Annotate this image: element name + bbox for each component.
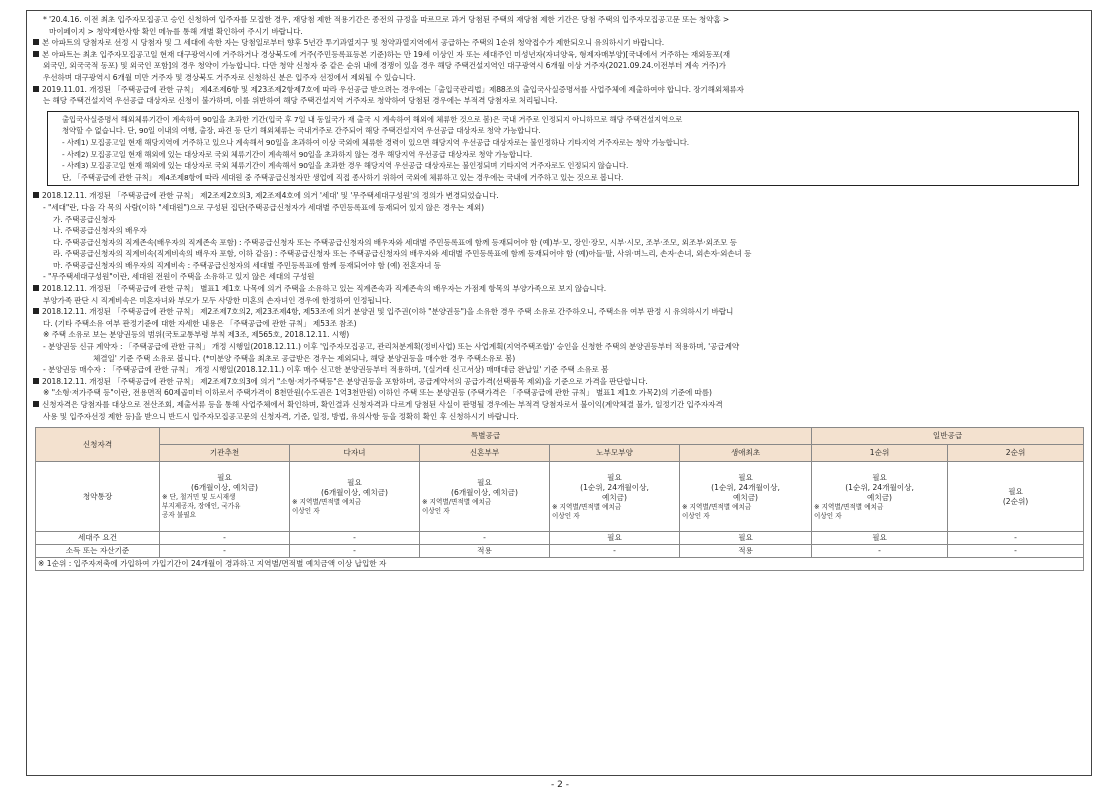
notice-line: - 분양권등 매수자 : 「주택공급에 관한 규칙」 개정 시행일(2018.12.11.) 이후 매수 신고한 분양권등부터 적용하며, '(실거래 신고서상) 매매대금 완납일' 기준 주택 소유로 봄 bbox=[43, 365, 609, 375]
table-cell: 필요 bbox=[812, 532, 948, 545]
notice-line: - 분양권등 신규 계약자 : 「주택공급에 관한 규칙」 개정 시행일(2018.12.11.) 이후 '입주자모집공고, 관리처분계획(정비사업) 또는 사업계획(지역주택조합)' 승인을 신청한 주택의 분양권등부터 적용하며, '공급계약 bbox=[43, 342, 740, 352]
table-cell: 필요 (2순위) bbox=[948, 462, 1084, 532]
notice-line: 2018.12.11. 개정된 「주택공급에 관한 규칙」 제2조제2호의3, 제2조제4호에 의거 '세대' 및 '무주택세대구성원'의 정의가 변경되었습니다. bbox=[42, 191, 499, 201]
notice-line: 2018.12.11. 개정된 「주택공급에 관한 규칙」 제2조제7호의2, 제23조제4항, 제53조에 의거 분양권 및 입주권(이하 "분양권등")을 소유한 경우 주택 소유로 간주하오니, 주택소유 여부 판정 시 유의하시기 바랍니 bbox=[42, 307, 734, 317]
bullet-square-icon bbox=[33, 378, 39, 384]
notice-line: 다. (기타 주택소유 여부 판정기준에 대한 자세한 내용은 「주택공급에 관한 규칙」 제53조 참조) bbox=[43, 318, 357, 328]
notice-line: ※ "소형·저가주택 등"이란, 전용면적 60제곱미터 이하로서 주택가격이 8천만원(수도권은 1억3천만원) 이하인 주택 또는 분양권등 (주택가격은 「주택공급에 관한 규칙」 별표1 제1호 가목2)의 기준에 따름) bbox=[43, 388, 712, 398]
notice-line: 라. 주택공급신청자의 직계비속(직계비속의 배우자 포함, 이하 같음) : 주택공급신청자 또는 주택공급신청자의 배우자와 세대별 주민등록표에 함께 등재되어야 함 (예)아들·딸, 사위·며느리, 손자·손녀, 외손자·외손녀 등 bbox=[53, 249, 752, 259]
notice-line: 2018.12.11. 개정된 「주택공급에 관한 규칙」 별표1 제1호 나목에 의거 주택을 소유하고 있는 직계존속과 직계존속의 배우자는 가점제 항목의 부양가족으로 보지 않습니다. bbox=[42, 284, 607, 294]
table-row-label: 세대주 요건 bbox=[36, 532, 160, 545]
box-line: 단, 「주택공급에 관한 규칙」 제4조제8항에 따라 세대원 중 주택공급신청자만 생업에 직접 종사하기 위하여 국외에 체류하고 있는 경우에는 국내에 거주하고 있는 것으로 봅니다. bbox=[62, 172, 624, 182]
table-cell: 필요 (1순위, 24개월이상, 예치금) ※ 지역별/면적별 예치금 이상인 자 bbox=[812, 462, 948, 532]
table-cell: 필요 (6개월이상, 예치금) ※ 지역별/면적별 예치금 이상인 자 bbox=[290, 462, 420, 532]
table-cell: - bbox=[420, 532, 550, 545]
notice-line: 외국민, 외국국적 동포) 및 외국인 포함]의 경우 청약이 가능합니다. 다만 청약 신청자 중 같은 순위 내에 경쟁이 있을 경우 해당 주택건설지역인 대구광역시 6개월 이상 거주자(2021.09.24.이전부터 계속 거주)가 bbox=[43, 61, 726, 71]
table-cell: - bbox=[290, 545, 420, 558]
box-line: - 사례3) 모집공고일 현재 해외에 있는 대상자로 국외 체류기간이 계속해서 90일을 초과한 경우 해당지역 우선공급 대상자로는 불인정되며 기타지역 거주자로도 인정되지 않습니다. bbox=[62, 161, 629, 171]
table-cell: 필요 bbox=[680, 532, 812, 545]
table-col-header: 1순위 bbox=[812, 445, 948, 462]
document-page bbox=[26, 10, 1092, 776]
notice-line: 본 아파트의 당첨자로 선정 시 당첨자 및 그 세대에 속한 자는 당첨일로부터 향후 5년간 투기과열지구 및 청약과열지역에서 공급하는 주택의 1순위 청약접수가 제한되오니 유의하시기 바랍니다. bbox=[42, 38, 665, 48]
notice-line: 가. 주택공급신청자 bbox=[53, 214, 116, 224]
table-cell: 필요 (1순위, 24개월이상, 예치금) ※ 지역별/면적별 예치금 이상인 자 bbox=[550, 462, 680, 532]
bullet-square-icon bbox=[33, 308, 39, 314]
notice-line: 는 해당 주택건설지역 우선공급 대상자로 신청이 불가하며, 이를 위반하여 해당 주택건설지역 거주자로 청약하여 당첨된 경우에는 부적격 당첨자로 처리됩니다. bbox=[43, 96, 558, 106]
table-col-header: 생애최초 bbox=[680, 445, 812, 462]
notice-line: 마. 주택공급신청자의 배우자의 직계비속 : 주택공급신청자의 세대별 주민등록표에 함께 등재되어야 함 (예) 전혼자녀 등 bbox=[53, 260, 441, 270]
bullet-square-icon bbox=[33, 401, 39, 407]
notice-line: ※ 주택 소유로 보는 분양권등의 범위(국토교통부령 부칙 제3조, 제565호, 2018.12.11. 시행) bbox=[43, 330, 350, 340]
notice-line: 우선하며 대구광역시 6개월 미만 거주자 및 경상북도 거주자로 신청하신 분은 입주자 선정에서 제외될 수 있습니다. bbox=[43, 72, 416, 82]
notice-line: - "무주택세대구성원"이란, 세대원 전원이 주택을 소유하고 있지 않은 세대의 구성원 bbox=[43, 272, 315, 282]
table-col-header: 기관추천 bbox=[160, 445, 290, 462]
table-header-special-supply: 특별공급 bbox=[160, 428, 812, 445]
notice-line: - "세대"란, 다음 각 목의 사람(이하 "세대원")으로 구성된 집단(주택공급신청자가 세대별 주민등록표에 등재되어 있지 않은 경우는 제외) bbox=[43, 202, 484, 212]
box-line: - 사례1) 모집공고일 현재 해당지역에 거주하고 있으나 계속해서 90일을 초과하여 이상 국외에 체류한 경력이 있으면 해당지역 우선공급 대상자로는 불인정하나 기타지역 거주자로는 청약 가능합니다. bbox=[62, 137, 690, 147]
table-col-header: 다자녀 bbox=[290, 445, 420, 462]
overseas-stay-notice-box bbox=[47, 111, 1079, 187]
notice-line: 마이페이지 > 청약제한사항 확인 메뉴를 통해 개별 확인하여 주시기 바랍니다. bbox=[49, 26, 303, 36]
notice-line: 신청자격은 당첨자를 대상으로 전산조회, 제출서류 등을 통해 사업주체에서 확인하며, 확인결과 신청자격과 다르게 당첨된 사실이 판명될 경우에는 부적격 당첨자로서 불이익(계약체결 불가, 일정기간 입주자자격 bbox=[42, 400, 723, 409]
table-cell: - bbox=[160, 545, 290, 558]
qualification-table bbox=[35, 427, 1084, 571]
box-line: 청약할 수 없습니다. 단, 90일 이내의 여행, 출장, 파견 등 단기 해외체류는 국내거주로 간주되어 해당 주택건설지역 우선공급 대상자로 청약 가능합니다. bbox=[62, 126, 541, 136]
table-col-header: 노부모부양 bbox=[550, 445, 680, 462]
notice-line: 체결일' 기준 주택 소유로 봅니다. (*미분양 주택을 최초로 공급받은 경우는 제외되나, 해당 분양권등을 매수한 경우 주택소유로 봄) bbox=[93, 353, 516, 363]
table-footnote: ※ 1순위 : 입주자저축에 가입하여 가입기간이 24개월이 경과하고 지역별/면적별 예치금액 이상 납입한 자 bbox=[36, 558, 1084, 571]
notice-line: 본 아파트는 최초 입주자모집공고일 현재 대구광역시에 거주하거나 경상북도에 거주(주민등록표등본 기준)하는 만 19세 이상인 자 또는 세대주인 미성년자(자녀양육, 형제자매부양)[국내에서 거주하는 재외동포(재 bbox=[42, 49, 730, 59]
table-cell: 필요 (6개월이상, 예치금) ※ 지역별/면적별 예치금 이상인 자 bbox=[420, 462, 550, 532]
notice-line: 사용 및 입주자선정 제한 등)을 받으니 반드시 입주자모집공고문의 신청자격, 기준, 일정, 방법, 유의사항 등을 정확히 확인 후 신청하시기 바랍니다. bbox=[43, 411, 519, 421]
bullet-square-icon bbox=[33, 86, 39, 92]
table-cell: 적용 bbox=[680, 545, 812, 558]
table-cell: - bbox=[290, 532, 420, 545]
table-row-label: 소득 또는 자산기준 bbox=[36, 545, 160, 558]
notice-line: 다. 주택공급신청자의 직계존속(배우자의 직계존속 포함) : 주택공급신청자 또는 주택공급신청자의 배우자와 세대별 주민등록표에 함께 등재되어야 함 (예)부·모, 장인·장모, 시부·시모, 조부·조모, 외조부·외조모 등 bbox=[53, 237, 737, 247]
table-cell: 필요 (1순위, 24개월이상, 예치금) ※ 지역별/면적별 예치금 이상인 자 bbox=[680, 462, 812, 532]
table-col-header: 신혼부부 bbox=[420, 445, 550, 462]
page-number: - 2 - bbox=[551, 780, 569, 790]
table-cell: - bbox=[550, 545, 680, 558]
notice-line: 나. 주택공급신청자의 배우자 bbox=[53, 226, 147, 236]
notice-line: 부양가족 판단 시 직계비속은 미혼자녀와 부모가 모두 사망한 미혼의 손자녀인 경우에 한정하여 인정됩니다. bbox=[43, 295, 392, 305]
table-cell: 적용 bbox=[420, 545, 550, 558]
table-cell: 필요 bbox=[550, 532, 680, 545]
table-cell: 필요 (6개월이상, 예치금) ※ 단, 철거민 및 도시재생 부지제공자, 장애인, 국가유 공자 불필요 bbox=[160, 462, 290, 532]
bullet-square-icon bbox=[33, 39, 39, 45]
table-cell: - bbox=[812, 545, 948, 558]
notice-line: * '20.4.16. 이전 최초 입주자모집공고 승인 신청하여 입주자를 모집한 경우, 재당첨 제한 적용기간은 종전의 규정을 따르므로 과거 당첨된 주택의 재당첨 제한 기간은 당첨 주택의 입주자모집공고문 또는 청약홈 > bbox=[43, 15, 730, 24]
table-cell: - bbox=[160, 532, 290, 545]
box-line: 출입국사실증명서 해외체류기간이 계속하여 90일을 초과한 기간(입국 후 7일 내 동일국가 재 출국 시 계속하여 해외에 체류한 것으로 봄)은 국내 거주로 인정되지 아니하므로 해당 주택건설지역으로 bbox=[62, 114, 683, 124]
table-header-qualification: 신청자격 bbox=[36, 428, 160, 462]
table-header-general-supply: 일반공급 bbox=[812, 428, 1084, 445]
table-row-label: 청약통장 bbox=[36, 462, 160, 532]
notice-line: 2018.12.11. 개정된 「주택공급에 관한 규칙」 제2조제7호의3에 의거 "소형·저가주택등"은 분양권등을 포함하며, 공급계약서의 공급가격(선택품목 제외)을 기준으로 가격을 판단합니다. bbox=[42, 376, 648, 386]
bullet-square-icon bbox=[33, 192, 39, 198]
bullet-square-icon bbox=[33, 51, 39, 57]
notice-line: 2019.11.01. 개정된 「주택공급에 관한 규칙」 제4조제6항 및 제23조제2항제7호에 따라 우선공급 받으려는 경우에는「출입국관리법」제88조의 출입국사실증명서를 사업주체에 제출하여야 합니다. 장기해외체류자 bbox=[42, 84, 744, 94]
box-line: - 사례2) 모집공고일 현재 해외에 있는 대상자로 국외 체류기간이 계속해서 90일을 초과하지 않는 경우 해당지역 우선공급 대상자로 청약 가능합니다. bbox=[62, 149, 533, 159]
bullet-square-icon bbox=[33, 285, 39, 291]
table-col-header: 2순위 bbox=[948, 445, 1084, 462]
table-cell: - bbox=[948, 545, 1084, 558]
table-cell: - bbox=[948, 532, 1084, 545]
